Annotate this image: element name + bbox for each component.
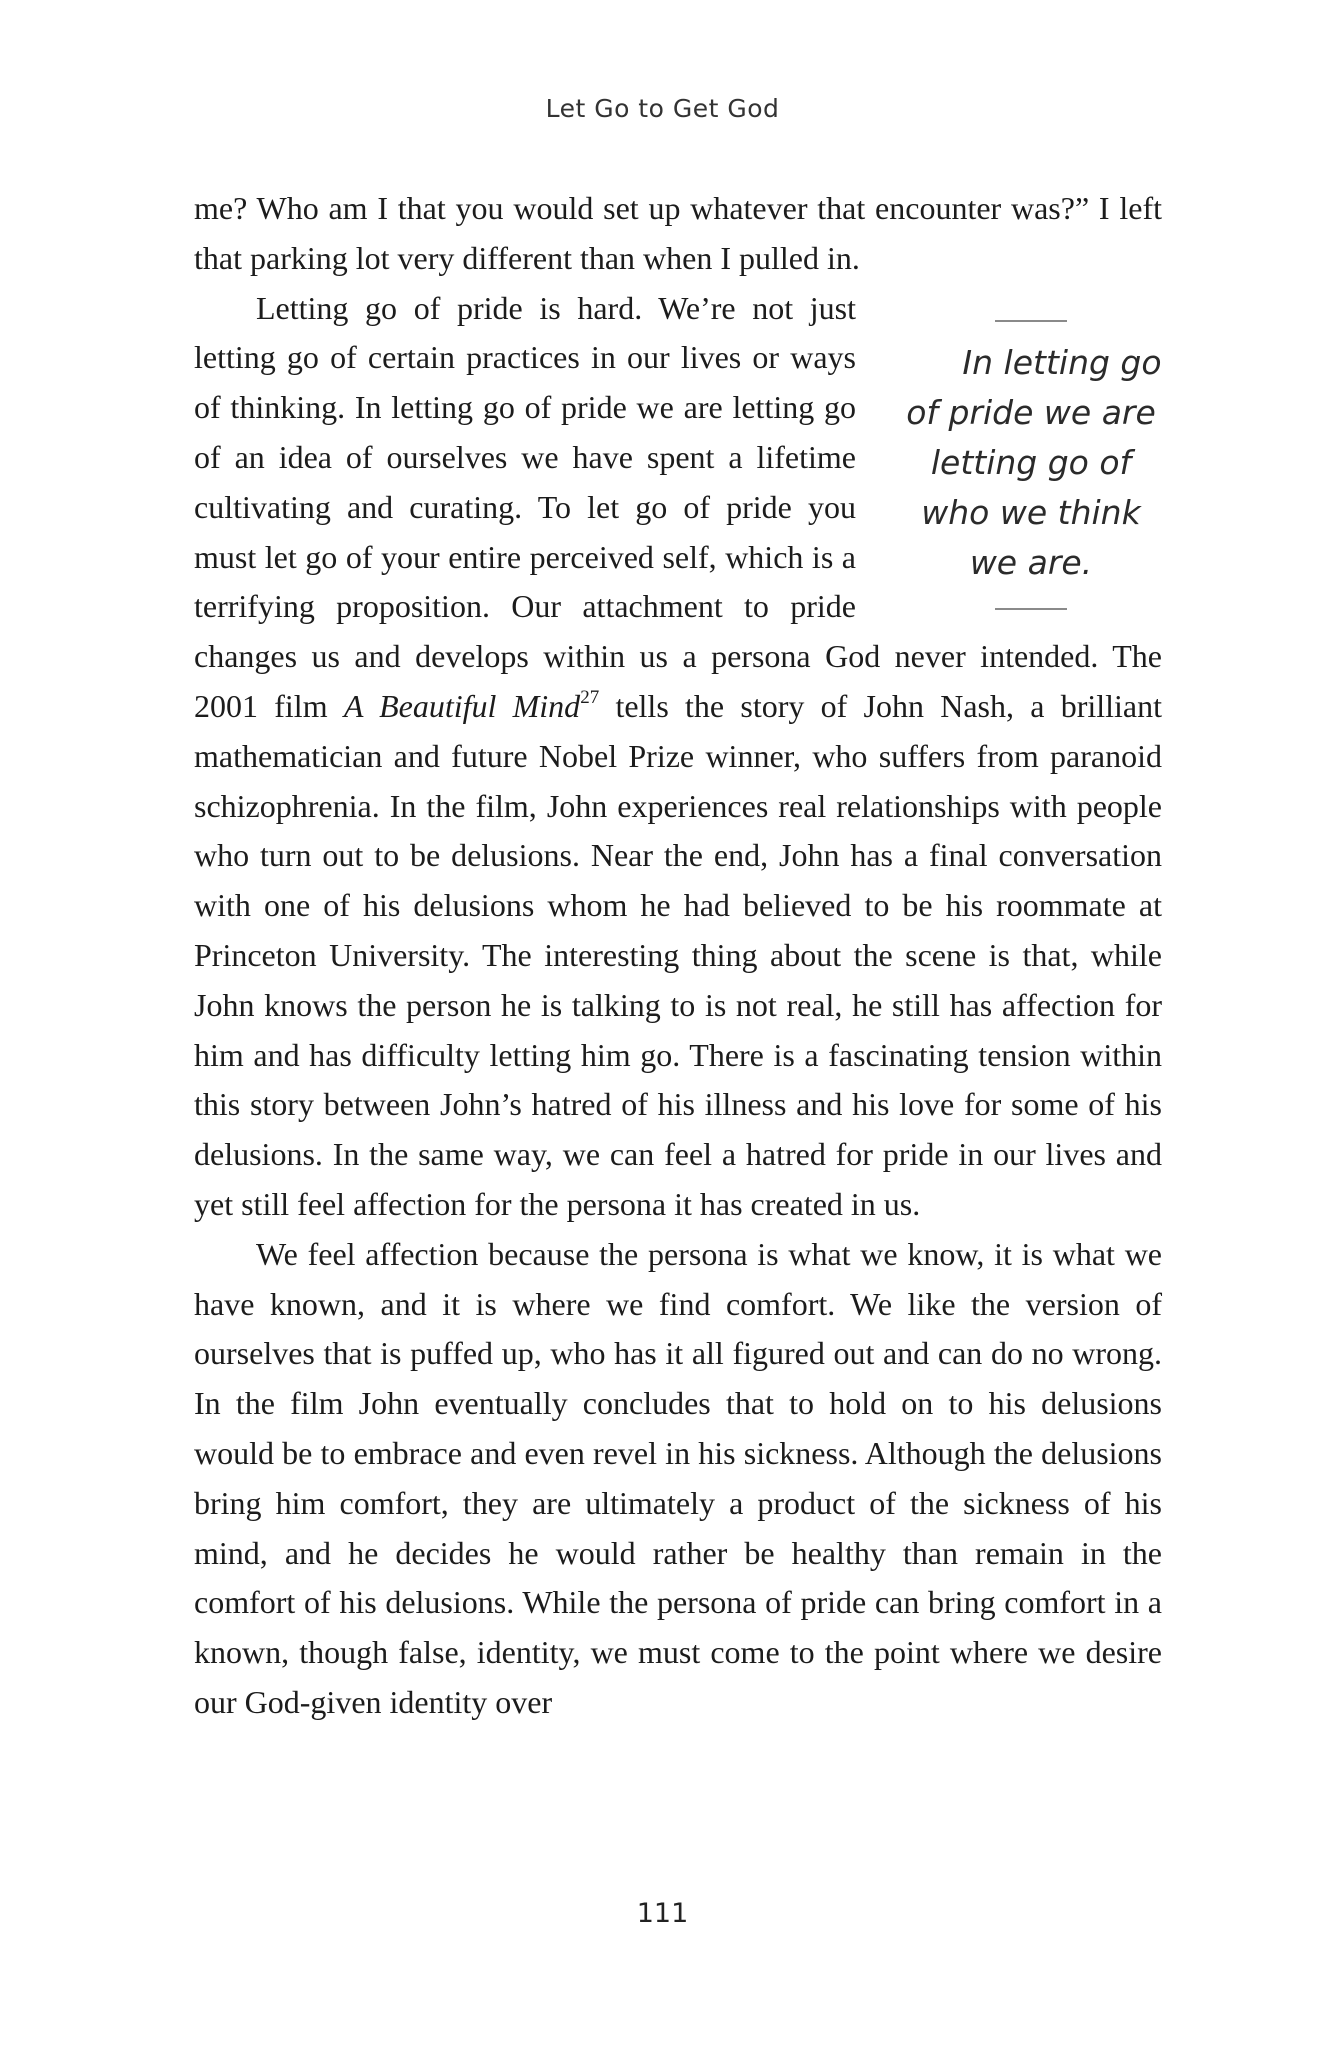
paragraph-1: me? Who am I that you would set up whatever that encounter was?” I left that parking lot very different than when I pulled in.: [194, 190, 1162, 276]
pull-quote-top-rule: [995, 320, 1067, 322]
pull-quote: [900, 320, 1162, 610]
paragraph-2: [194, 284, 1162, 1230]
pull-quote-bottom-rule: [995, 608, 1067, 610]
pull-quote-text: In letting go of pride we are letting go of who we think we are.: [906, 342, 1162, 582]
footnote-reference: 27: [580, 686, 600, 708]
paragraph-2-text-end: tells the story of John Nash, a brilliant mathematician and future Nobel Prize winner, who suffers from paranoid schizophrenia. In the film, John experiences real relationships with people who turn out to be delusions. Near the end, John has a final conversation with one of his delusions whom he had believed to be his roommate at Princeton University. The interesting thing about the scene is that, while John knows the person he is talking to is not real, he still has affection for him and has difficulty letting him go. There is a fascinating tension within this story between John’s hatred of his illness and his love for some of his delusions. In the same way, we can feel a hatred for pride in our lives and yet still feel affection for the persona it has created in us.: [194, 687, 1163, 1222]
paragraph-2-text-start: Letting go of pride is hard. We’re not just letting go of certain practices in our lives or ways of thinking. In letting go of pride we are letting go of an idea of ourselves we have spent a lifetime cultivating and curating. To let go of pride you must let go of your entire perceived self, which is a terrifying proposition. Our attachment to pride changes us and develops within us a persona God never intended. The 2001 film: [194, 289, 1162, 724]
running-header: Let Go to Get God: [545, 94, 780, 123]
body-text: [194, 184, 1162, 1728]
film-title: A Beautiful Mind: [343, 687, 581, 724]
paragraph-3: We feel affection because the persona is what we know, it is what we have known, and it is where we find comfort. We like the version of ourselves that is puffed up, who has it all figured out and can do no wrong. In the film John eventually concludes that to hold on to his delusions would be to embrace and even revel in his sickness. Although the delusions bring him comfort, they are ultimately a product of the sickness of his mind, and he decides he would rather be healthy than remain in the comfort of his delusions. While the persona of pride can bring comfort in a known, though false, identity, we must come to the point where we desire our God-given identity over: [194, 1235, 1162, 1720]
page-number: 111: [636, 1898, 689, 1929]
